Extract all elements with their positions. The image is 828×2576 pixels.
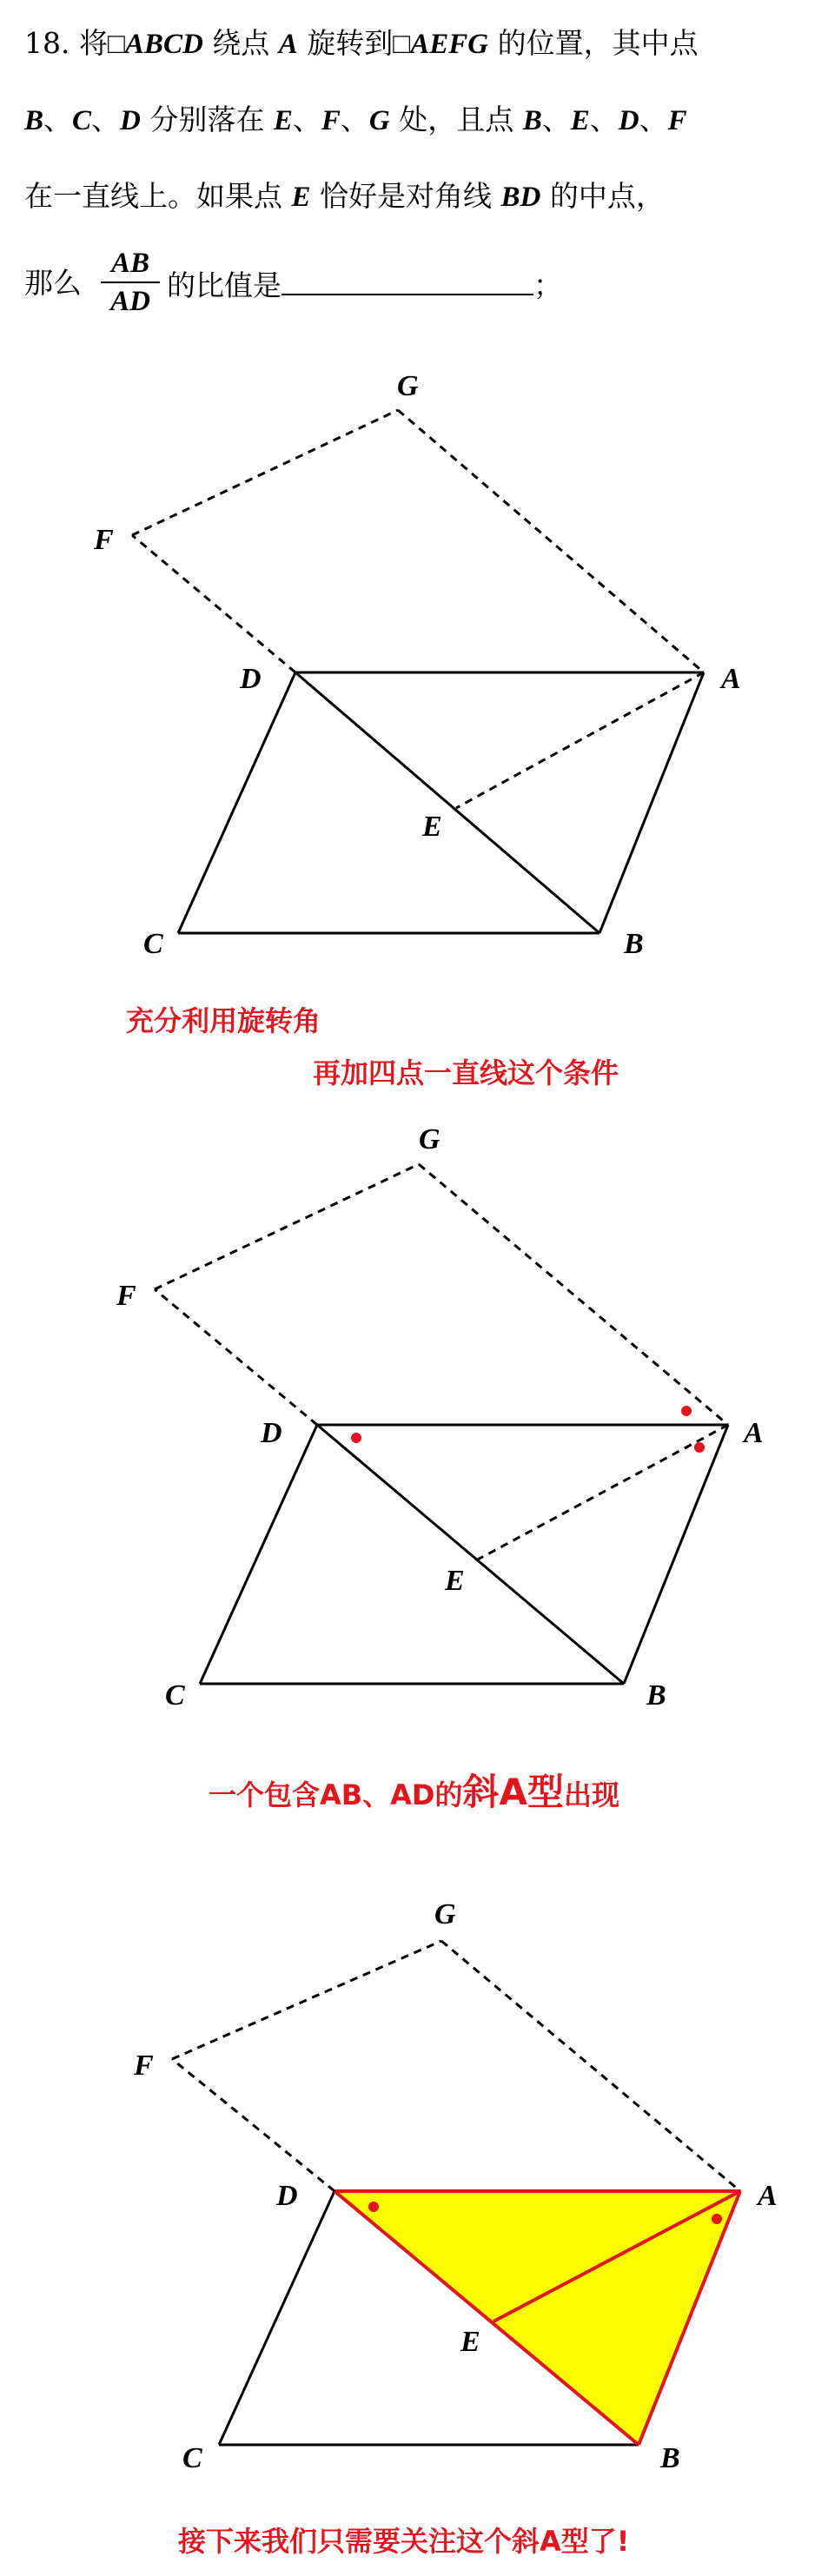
caption-3: 接下来我们只需要关注这个斜A型了!	[178, 2525, 630, 2558]
fraction-numerator: AB	[110, 248, 150, 279]
problem-line-3: 在一直线上。如果点 E 恰好是对角线 BD 的中点，	[24, 179, 665, 213]
caption-2: 一个包含AB、AD的斜A型出现	[209, 1771, 620, 1813]
label-b: B	[660, 2442, 680, 2474]
segment-ga	[419, 1164, 728, 1425]
segment-fg	[155, 1164, 419, 1289]
problem-line-1: 18. 将□ABCD 绕点 A 旋转到□AEFG 的位置，其中点	[24, 26, 699, 60]
label-a: A	[721, 663, 741, 695]
label-d: D	[240, 663, 262, 695]
label-a: A	[744, 1417, 764, 1449]
label-c: C	[182, 2442, 202, 2474]
angle-marker-d	[368, 2202, 379, 2212]
problem-line-2: B、C、D 分别落在 E、F、G 处，且点 B、E、D、F	[24, 103, 687, 136]
label-g: G	[434, 1898, 456, 1930]
label-e: E	[422, 811, 442, 843]
ratio-fraction	[97, 247, 163, 318]
angle-marker-d	[351, 1433, 361, 1443]
segment-cd	[200, 1425, 317, 1684]
problem-line-4: 的比值是 ；	[167, 266, 562, 303]
segment-fg	[132, 410, 398, 535]
label-g: G	[397, 370, 419, 402]
label-b: B	[624, 928, 644, 960]
diagonal-bd	[317, 1425, 624, 1684]
segment-ga	[441, 1941, 740, 2191]
angle-marker-a	[712, 2214, 722, 2224]
label-d: D	[276, 2180, 298, 2212]
highlight-triangle-abd	[335, 2191, 740, 2445]
figure-1-diagram	[0, 356, 828, 1034]
fraction-denominator: AD	[110, 286, 150, 317]
label-g: G	[419, 1123, 440, 1156]
label-f: F	[116, 1280, 136, 1312]
angle-marker-a-upper	[681, 1406, 692, 1416]
label-c: C	[165, 1679, 185, 1712]
segment-ae	[456, 672, 704, 808]
caption-1a: 充分利用旋转角	[126, 1004, 321, 1037]
segment-ae	[476, 1425, 728, 1560]
problem-statement	[0, 0, 828, 356]
label-f: F	[94, 524, 114, 556]
segment-df	[172, 2059, 335, 2191]
figure-2-diagram	[0, 1103, 828, 1764]
caption-1b: 再加四点一直线这个条件	[313, 1056, 619, 1089]
segment-cd	[178, 672, 295, 933]
segment-cd	[219, 2191, 335, 2445]
answer-blank[interactable]	[282, 266, 533, 295]
segment-ab	[599, 672, 704, 933]
segment-fg	[172, 1941, 441, 2059]
segment-ab	[624, 1425, 728, 1684]
label-a: A	[758, 2180, 778, 2212]
label-b: B	[646, 1679, 666, 1712]
angle-marker-a-lower	[694, 1442, 705, 1453]
fraction-bar	[101, 281, 160, 283]
segment-ga	[398, 410, 704, 672]
label-e: E	[460, 2326, 480, 2358]
label-c: C	[143, 928, 163, 960]
label-d: D	[261, 1417, 282, 1449]
label-e: E	[445, 1565, 465, 1597]
label-f: F	[134, 2050, 154, 2082]
diagonal-bd	[295, 672, 599, 933]
segment-df	[132, 535, 295, 672]
figure-3-diagram	[0, 1868, 828, 2511]
segment-df	[155, 1289, 317, 1425]
problem-line-4-prefix: 那么	[24, 266, 82, 300]
